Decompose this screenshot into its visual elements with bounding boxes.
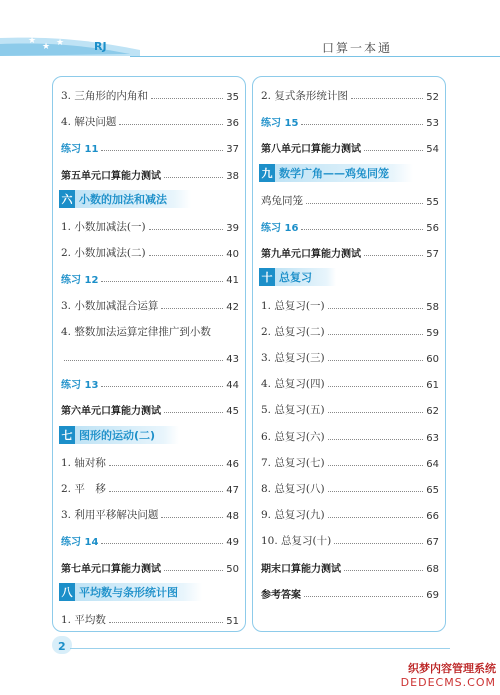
dot-leader bbox=[304, 596, 423, 597]
toc-entry[interactable] bbox=[61, 502, 239, 522]
toc-entry-title: 练习 14 bbox=[61, 537, 99, 549]
toc-test-entry[interactable] bbox=[61, 555, 239, 575]
dot-leader bbox=[101, 543, 223, 544]
book-title: 口算一本通 bbox=[322, 41, 393, 55]
dot-leader bbox=[328, 308, 424, 309]
dot-leader bbox=[306, 203, 423, 204]
dot-leader bbox=[328, 465, 424, 466]
toc-page-number: 65 bbox=[426, 485, 439, 496]
dot-leader bbox=[328, 439, 424, 440]
dot-leader bbox=[344, 570, 423, 571]
toc-entry-title: 2. 总复习(二) bbox=[261, 325, 325, 338]
toc-entry-title: 8. 总复习(八) bbox=[261, 483, 325, 495]
toc-entry-title: 第九单元口算能力测试 bbox=[261, 249, 361, 261]
toc-practice-entry[interactable] bbox=[261, 214, 439, 234]
dot-leader bbox=[164, 570, 223, 571]
toc-page-number: 47 bbox=[226, 485, 239, 496]
unit-title: 总复习 bbox=[275, 268, 336, 286]
toc-entry-title: 3. 小数加减混合运算 bbox=[61, 299, 159, 312]
dot-leader bbox=[364, 255, 423, 256]
toc-entry-title: 第五单元口算能力测试 bbox=[61, 170, 161, 182]
footer-divider bbox=[70, 648, 450, 649]
toc-entry[interactable] bbox=[261, 528, 439, 548]
watermark bbox=[401, 660, 496, 689]
unit-number: 六 bbox=[59, 190, 75, 208]
unit-heading[interactable] bbox=[259, 164, 413, 182]
star-icon: ★ bbox=[56, 38, 65, 48]
toc-entry[interactable] bbox=[261, 319, 439, 339]
dot-leader bbox=[119, 124, 223, 125]
toc-entry[interactable] bbox=[61, 607, 239, 627]
dot-leader bbox=[328, 386, 424, 387]
dot-leader bbox=[164, 177, 223, 178]
toc-entry-title: 4. 总复习(四) bbox=[261, 378, 325, 391]
dot-leader bbox=[328, 334, 424, 335]
toc-page-number: 46 bbox=[226, 458, 239, 470]
dot-leader bbox=[161, 517, 223, 518]
toc-entry-title: 6. 总复习(六) bbox=[261, 430, 325, 443]
toc-page-number: 57 bbox=[426, 249, 439, 261]
toc-test-entry[interactable] bbox=[261, 581, 439, 601]
dot-leader bbox=[149, 229, 224, 230]
toc-page-number: 52 bbox=[426, 92, 439, 103]
unit-heading[interactable] bbox=[59, 190, 191, 208]
toc-page-number: 60 bbox=[426, 354, 439, 365]
dot-leader bbox=[109, 622, 223, 623]
toc-entry-title: 练习 13 bbox=[61, 380, 99, 392]
toc-entry-title: 2. 小数加减法(二) bbox=[61, 247, 146, 260]
unit-heading[interactable] bbox=[59, 426, 179, 444]
dot-leader bbox=[301, 229, 423, 230]
star-icon: ★ bbox=[28, 36, 37, 46]
toc-page-number: 68 bbox=[426, 563, 439, 575]
watermark-line2: DEDECMS.COM bbox=[400, 676, 496, 689]
unit-number: 九 bbox=[259, 164, 275, 182]
toc-entry-title: 练习 11 bbox=[61, 144, 99, 156]
series-tag: RJ bbox=[94, 40, 107, 53]
toc-entry-title: 1. 轴对称 bbox=[61, 456, 106, 469]
dot-leader bbox=[351, 98, 423, 99]
watermark-line1: 织梦内容管理系统 bbox=[408, 662, 496, 675]
toc-entry[interactable] bbox=[61, 214, 239, 234]
toc-entry[interactable] bbox=[261, 450, 439, 470]
toc-entry[interactable] bbox=[61, 83, 239, 103]
toc-page-number: 56 bbox=[426, 223, 439, 234]
dot-leader bbox=[334, 543, 423, 544]
toc-page-number: 42 bbox=[226, 301, 239, 313]
dot-leader bbox=[161, 308, 223, 309]
toc-entry-title: 1. 总复习(一) bbox=[261, 299, 325, 312]
toc-page-number: 48 bbox=[226, 511, 239, 523]
toc-column-left bbox=[52, 76, 246, 632]
toc-entry-title: 期末口算能力测试 bbox=[261, 563, 341, 575]
dot-leader bbox=[328, 360, 424, 361]
dot-leader bbox=[164, 412, 223, 413]
dot-leader bbox=[109, 491, 223, 492]
dot-leader bbox=[101, 281, 223, 282]
toc-entry[interactable] bbox=[261, 345, 439, 365]
toc-page-number: 69 bbox=[426, 589, 439, 601]
toc-page-number: 44 bbox=[226, 380, 239, 392]
toc-page-number: 51 bbox=[226, 616, 239, 627]
toc-page-number: 41 bbox=[226, 275, 239, 287]
toc-entry-title: 参考答案 bbox=[261, 589, 301, 601]
dot-leader bbox=[101, 150, 223, 151]
toc-entry[interactable] bbox=[61, 109, 239, 129]
dot-leader bbox=[328, 517, 424, 518]
toc-entry-title: 第八单元口算能力测试 bbox=[261, 144, 361, 156]
toc-page-number: 36 bbox=[226, 118, 239, 130]
toc-entry-title: 2. 平 移 bbox=[61, 483, 106, 495]
toc-entry-title: 3. 三角形的内角和 bbox=[61, 90, 148, 102]
toc-entry-title: 4. 整数加法运算定律推广到小数 bbox=[61, 325, 211, 338]
toc-page-number: 54 bbox=[426, 144, 439, 156]
toc-entry-title: 7. 总复习(七) bbox=[261, 456, 325, 469]
toc-entry-title: 练习 15 bbox=[261, 118, 299, 130]
dot-leader bbox=[149, 255, 224, 256]
dot-leader bbox=[364, 150, 423, 151]
toc-page-number: 53 bbox=[426, 118, 439, 130]
toc-entry[interactable] bbox=[261, 83, 439, 103]
header-wave-band bbox=[0, 36, 500, 56]
toc-entry-title: 9. 总复习(九) bbox=[261, 509, 325, 522]
toc-entry[interactable] bbox=[261, 397, 439, 417]
toc-test-entry[interactable] bbox=[61, 162, 239, 182]
dot-leader bbox=[328, 491, 424, 492]
dot-leader bbox=[328, 412, 424, 413]
dot-leader bbox=[101, 386, 223, 387]
toc-practice-entry[interactable] bbox=[61, 528, 239, 548]
toc-page-number: 50 bbox=[226, 563, 239, 575]
toc-page-number: 39 bbox=[226, 223, 239, 234]
toc-page-number: 45 bbox=[226, 406, 239, 418]
toc-page-number: 61 bbox=[426, 380, 439, 392]
toc-page-number: 43 bbox=[226, 354, 239, 365]
toc-practice-entry[interactable] bbox=[61, 266, 239, 286]
star-icon: ★ bbox=[42, 42, 51, 52]
toc-entry-title: 1. 小数加减法(一) bbox=[61, 221, 146, 233]
toc-entry[interactable] bbox=[61, 319, 239, 339]
toc-entry[interactable] bbox=[261, 371, 439, 391]
toc-page-number: 49 bbox=[226, 537, 239, 549]
toc-entry-title: 鸡兔同笼 bbox=[261, 194, 303, 207]
unit-title: 小数的加法和减法 bbox=[75, 190, 191, 208]
toc-entry[interactable] bbox=[261, 293, 439, 313]
toc-entry-title: 1. 平均数 bbox=[61, 614, 106, 626]
toc-page-number: 64 bbox=[426, 458, 439, 470]
page-number: 2 bbox=[58, 640, 66, 653]
toc-test-entry[interactable] bbox=[261, 135, 439, 155]
dot-leader bbox=[64, 360, 223, 361]
toc-entry[interactable] bbox=[261, 476, 439, 496]
toc-entry-title: 10. 总复习(十) bbox=[261, 535, 332, 548]
toc-entry-title: 4. 解决问题 bbox=[61, 116, 117, 129]
toc-page-number: 62 bbox=[426, 406, 439, 418]
toc-page-number: 40 bbox=[226, 249, 239, 261]
toc-entry-title: 3. 总复习(三) bbox=[261, 352, 325, 364]
toc-column-right bbox=[252, 76, 446, 632]
toc-entry-title: 3. 利用平移解决问题 bbox=[61, 509, 159, 522]
toc-entry-title: 练习 16 bbox=[261, 223, 299, 234]
toc-page-number: 58 bbox=[426, 301, 439, 313]
toc-page-number: 59 bbox=[426, 327, 439, 339]
toc-page-number: 67 bbox=[426, 537, 439, 549]
toc-page-number: 38 bbox=[226, 170, 239, 182]
toc-entry[interactable] bbox=[61, 450, 239, 470]
dot-leader bbox=[301, 124, 423, 125]
header-divider bbox=[130, 56, 500, 57]
unit-heading[interactable] bbox=[59, 583, 202, 601]
toc-page-number: 63 bbox=[426, 432, 439, 444]
toc-page-number: 55 bbox=[426, 196, 439, 208]
dot-leader bbox=[109, 465, 223, 466]
toc-test-entry[interactable] bbox=[261, 240, 439, 260]
toc-entry[interactable] bbox=[61, 240, 239, 260]
toc-entry-title: 练习 12 bbox=[61, 275, 99, 287]
toc-page-number: 35 bbox=[226, 92, 239, 103]
unit-title: 数学广角——鸡兔同笼 bbox=[275, 164, 413, 182]
toc-practice-entry[interactable] bbox=[261, 109, 439, 129]
toc-entry[interactable] bbox=[61, 476, 239, 496]
toc-entry[interactable] bbox=[61, 293, 239, 313]
unit-number: 八 bbox=[59, 583, 75, 601]
toc-entry[interactable] bbox=[261, 502, 439, 522]
toc-entry[interactable] bbox=[261, 424, 439, 444]
toc-entry-title: 第六单元口算能力测试 bbox=[61, 406, 161, 418]
toc-entry-title: 第七单元口算能力测试 bbox=[61, 563, 161, 575]
unit-number: 七 bbox=[59, 426, 75, 444]
toc-practice-entry[interactable] bbox=[61, 135, 239, 155]
toc-test-entry[interactable] bbox=[61, 397, 239, 417]
unit-title: 平均数与条形统计图 bbox=[75, 583, 202, 601]
unit-heading[interactable] bbox=[259, 268, 336, 286]
toc-page-number: 37 bbox=[226, 144, 239, 156]
dot-leader bbox=[151, 98, 223, 99]
toc-page-number: 66 bbox=[426, 511, 439, 523]
toc-entry-title: 2. 复式条形统计图 bbox=[261, 90, 348, 102]
toc-entry[interactable] bbox=[61, 345, 239, 365]
unit-number: 十 bbox=[259, 268, 275, 286]
toc-entry-title: 5. 总复习(五) bbox=[261, 404, 325, 417]
toc-entry[interactable] bbox=[261, 188, 439, 208]
toc-test-entry[interactable] bbox=[261, 555, 439, 575]
toc-practice-entry[interactable] bbox=[61, 371, 239, 391]
unit-title: 图形的运动(二) bbox=[75, 426, 179, 444]
